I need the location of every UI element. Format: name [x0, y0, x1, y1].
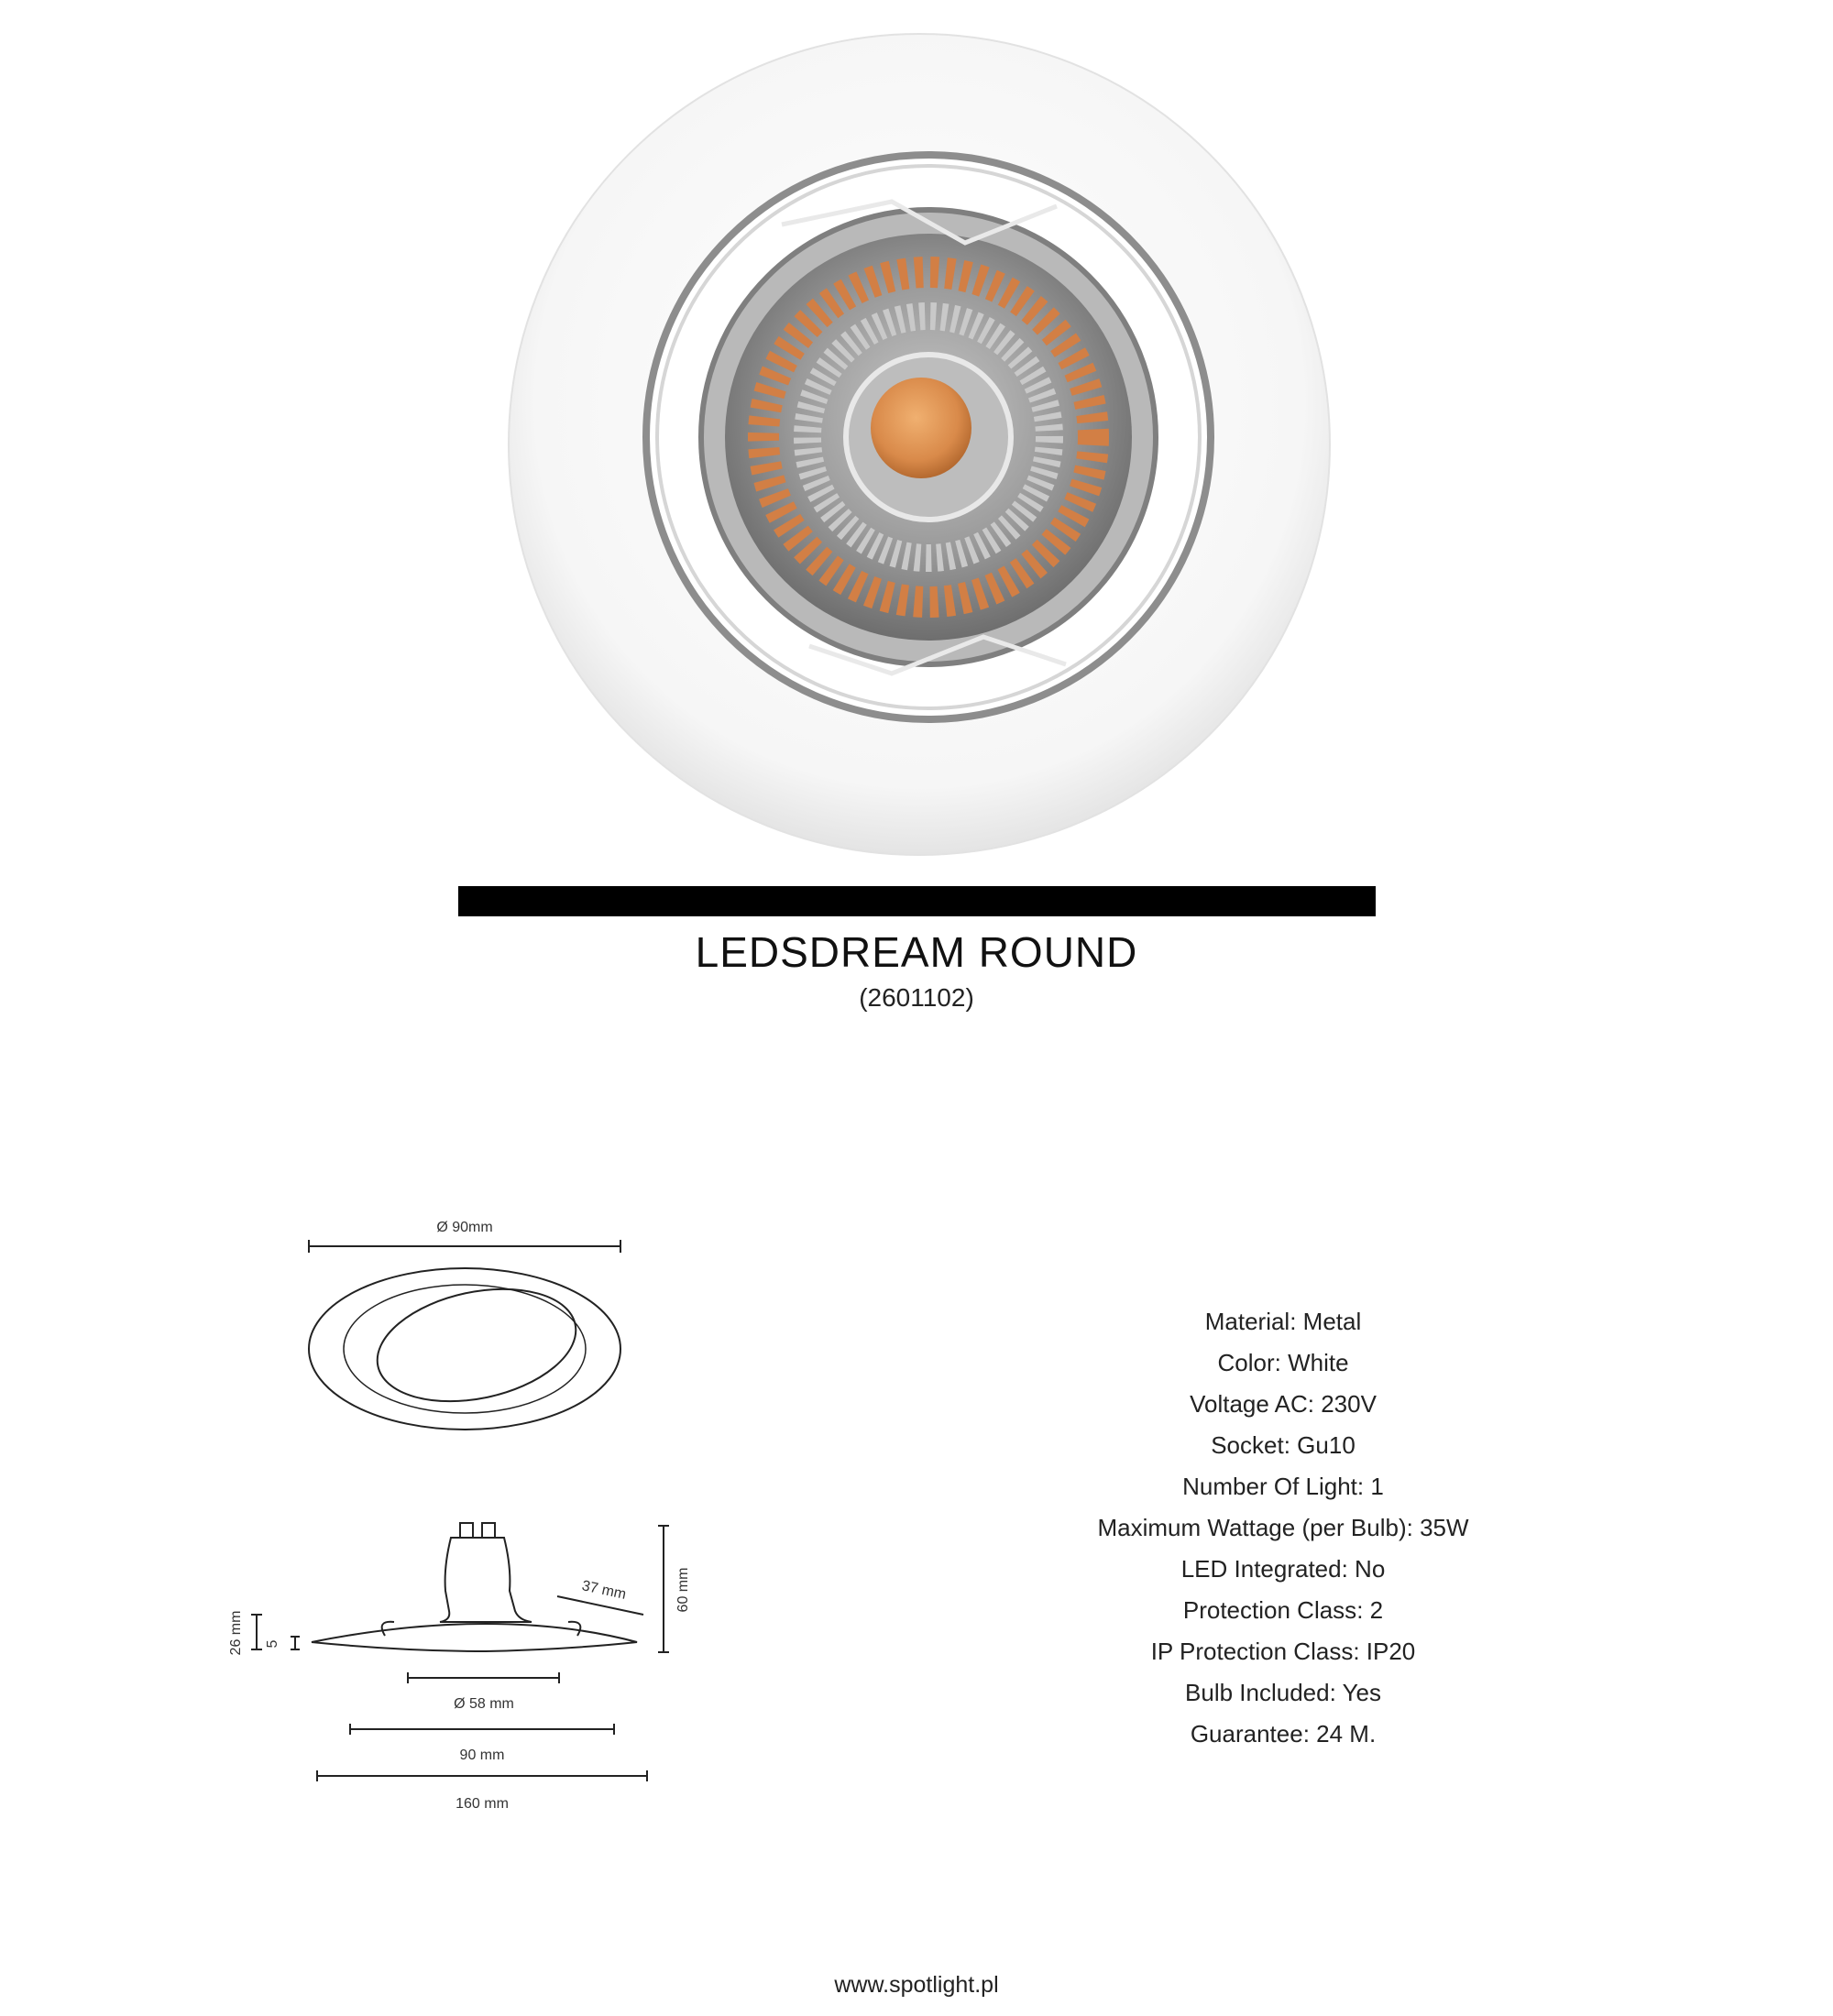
spec-voltage: Voltage AC: 230V — [1190, 1390, 1377, 1418]
title-bar — [458, 886, 1376, 916]
dim-diameter-58: Ø 58 mm — [454, 1696, 514, 1712]
spec-protection-class: Protection Class: 2 — [1182, 1596, 1384, 1624]
spec-max-wattage: Maximum Wattage (per Bulb): 35W — [1097, 1514, 1469, 1541]
spec-guarantee: Guarantee: 24 M. — [1190, 1720, 1377, 1748]
spec-color: Color: White — [1217, 1349, 1349, 1376]
product-code: (2601102) — [859, 983, 974, 1012]
spec-number-of-light: Number Of Light: 1 — [1182, 1473, 1384, 1500]
dim-rim-5: 5 — [265, 1639, 280, 1649]
product-photo — [507, 32, 1332, 857]
website-link[interactable]: www.spotlight.pl — [834, 1972, 999, 1998]
product-name: LEDSDREAM ROUND — [695, 928, 1138, 976]
spec-bulb-included: Bulb Included: Yes — [1185, 1679, 1381, 1706]
spec-list — [1008, 1301, 1558, 1755]
dim-trim-37: 37 mm — [580, 1578, 628, 1603]
spec-material: Material: Metal — [1204, 1308, 1362, 1335]
dim-height-26: 26 mm — [228, 1610, 244, 1656]
side-view-drawing — [220, 1503, 715, 1824]
dim-depth-60: 60 mm — [675, 1567, 691, 1613]
spec-socket: Socket: Gu10 — [1211, 1431, 1356, 1459]
dim-width-160: 160 mm — [456, 1796, 509, 1812]
dim-width-90: 90 mm — [459, 1748, 505, 1763]
led-core — [871, 378, 971, 478]
dim-top-diameter: Ø 90mm — [436, 1220, 493, 1235]
spec-ip-class: IP Protection Class: IP20 — [1150, 1638, 1416, 1665]
top-view-drawing — [293, 1210, 642, 1448]
spec-led-integrated: LED Integrated: No — [1180, 1555, 1386, 1583]
